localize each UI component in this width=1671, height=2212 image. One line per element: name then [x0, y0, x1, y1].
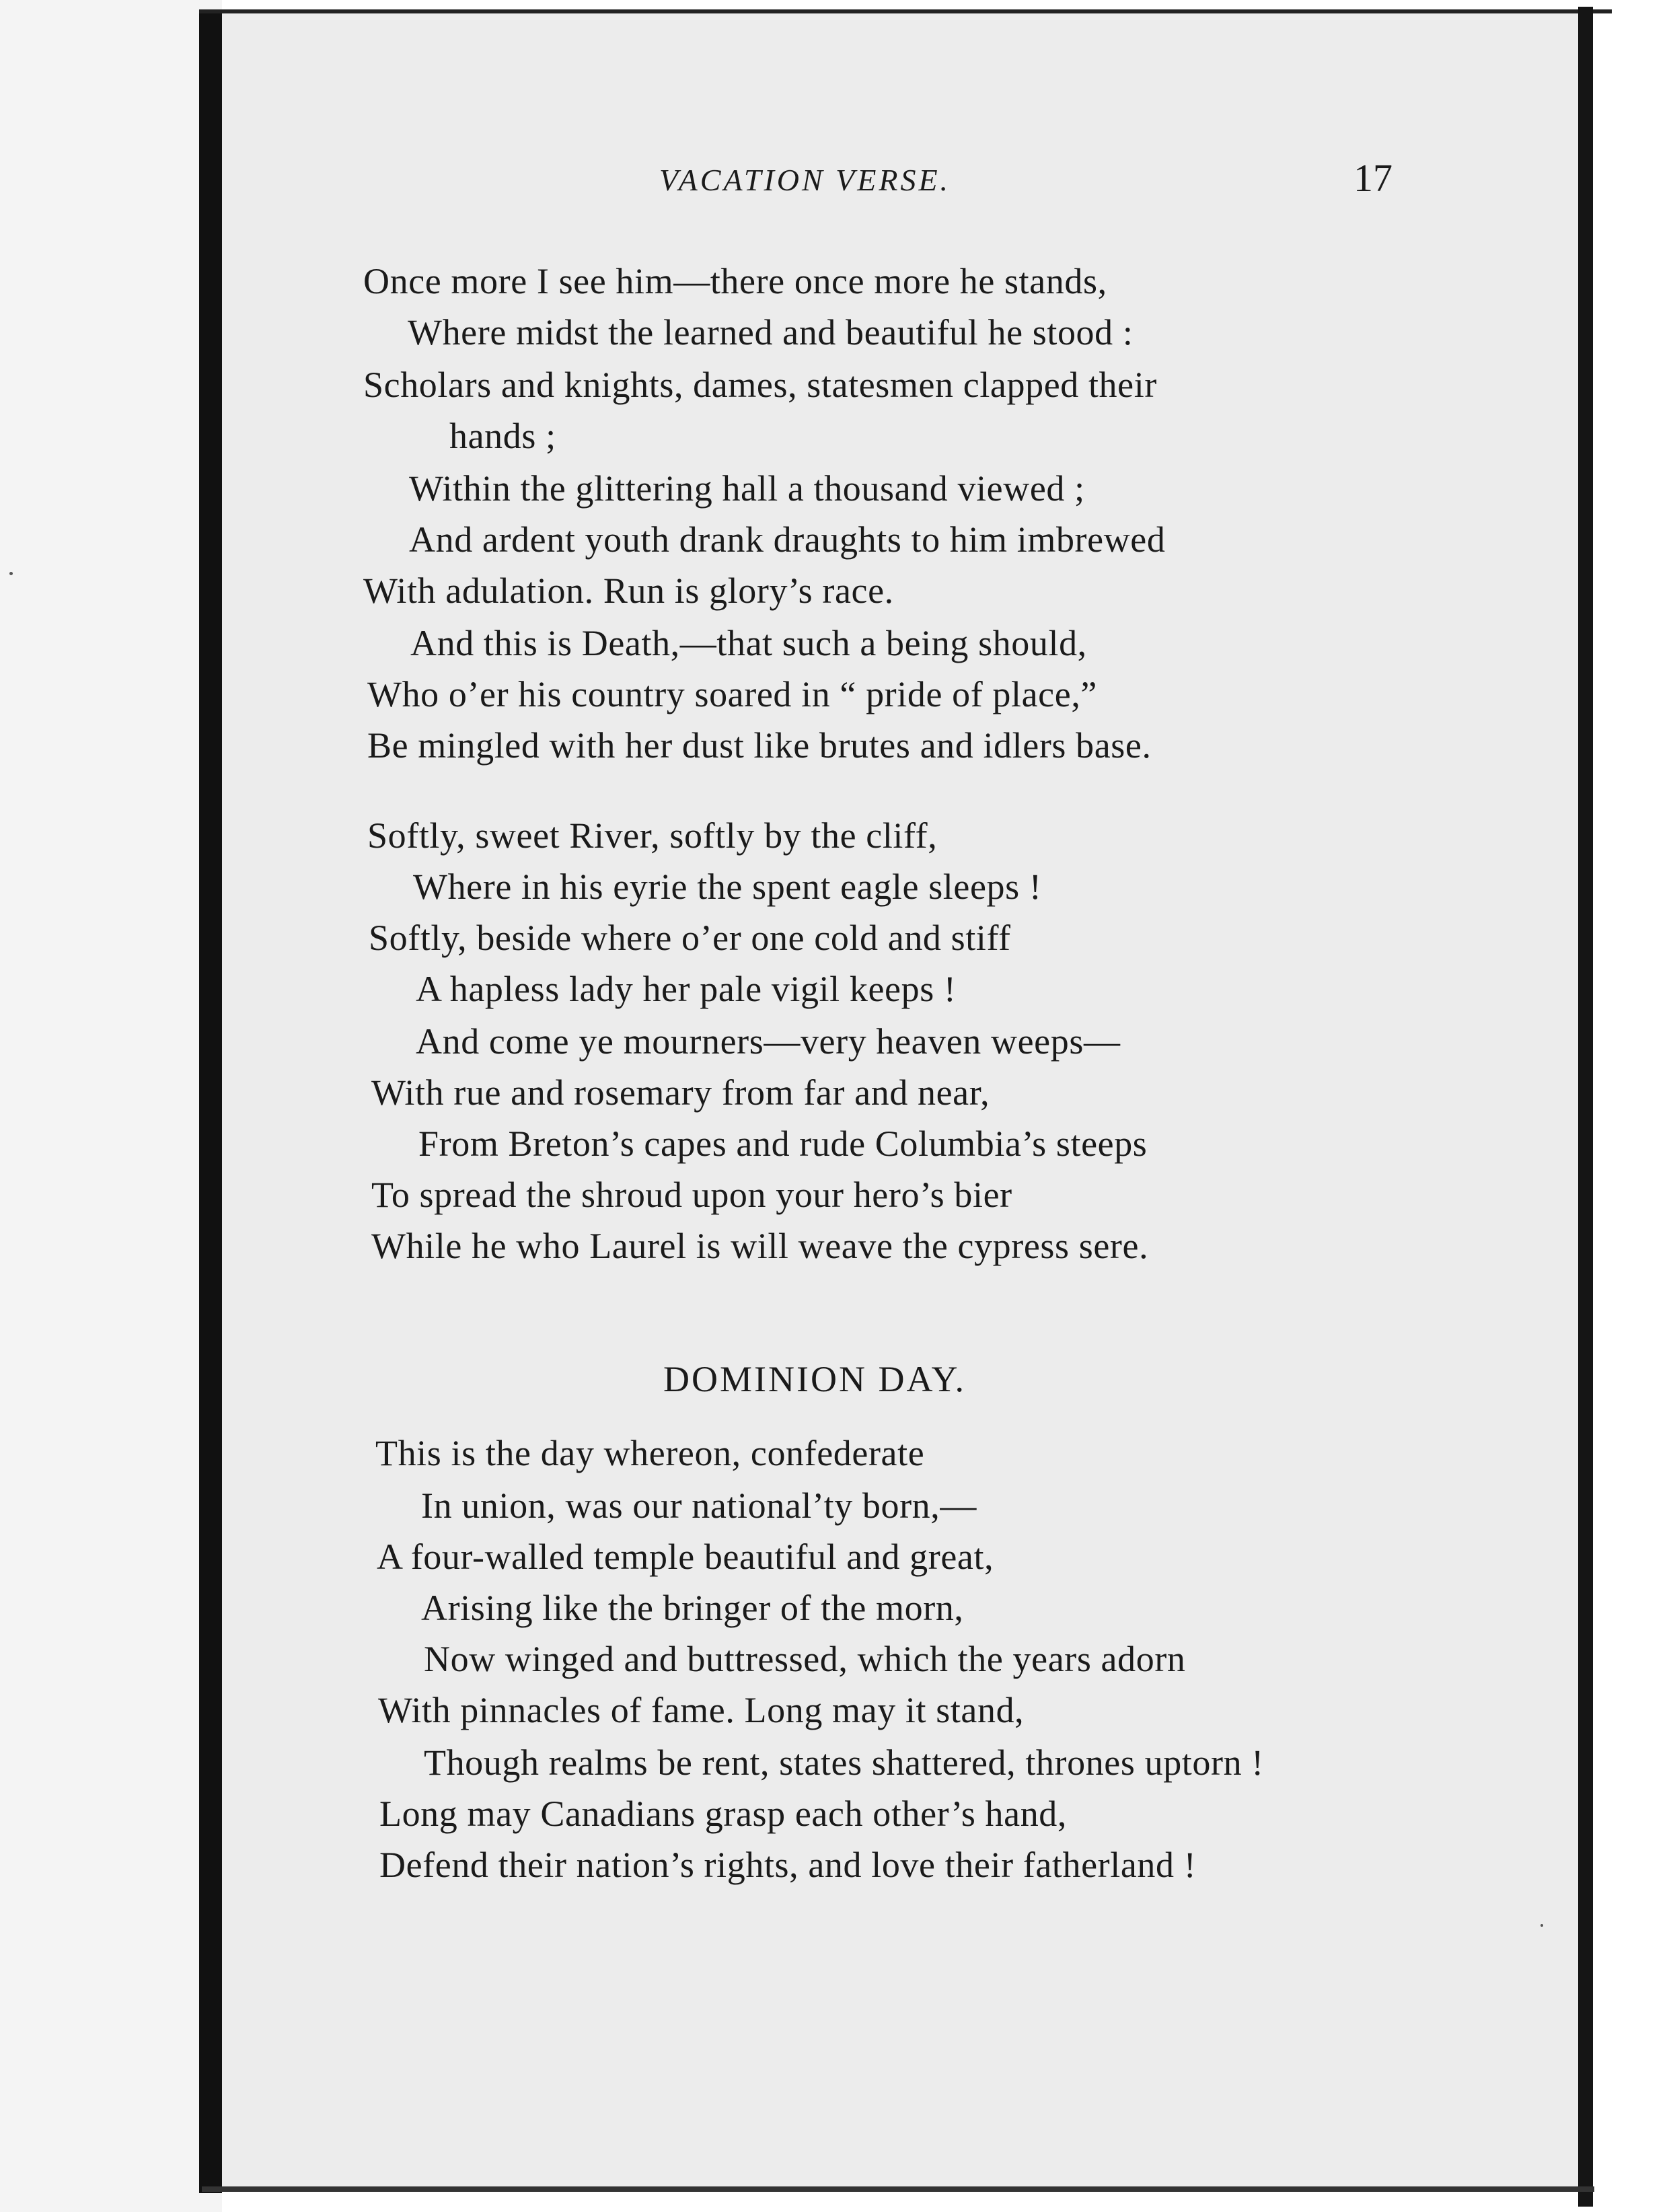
verse-line: Who o’er his country soared in “ pride of place,”	[367, 674, 1097, 714]
running-head: VACATION VERSE.	[659, 163, 951, 197]
verse-line: Arising like the bringer of the morn,	[421, 1588, 964, 1628]
verse-line: Where in his eyrie the spent eagle sleeps !	[413, 867, 1042, 907]
verse-line: Once more I see him—there once more he stands,	[363, 261, 1107, 301]
verse-line: Though realms be rent, states shattered, thrones uptorn !	[424, 1742, 1264, 1783]
page-top-edge	[199, 9, 1612, 13]
verse-line: Now winged and buttressed, which the years adorn	[424, 1639, 1186, 1679]
book-binding-edge	[199, 13, 222, 2193]
verse-line: To spread the shroud upon your hero’s bier	[371, 1175, 1012, 1215]
page-bottom-edge	[202, 2186, 1594, 2192]
verse-line: Long may Canadians grasp each other’s hand,	[379, 1794, 1068, 1834]
verse-line: From Breton’s capes and rude Columbia’s steeps	[418, 1123, 1148, 1164]
verse-line: Defend their nation’s rights, and love their fatherland !	[379, 1845, 1197, 1885]
page-number: 17	[1353, 156, 1392, 200]
verse-line: Scholars and knights, dames, statesmen clapped their	[363, 365, 1157, 405]
verse-line: And ardent youth drank draughts to him imbrewed	[409, 519, 1166, 560]
page-right-edge	[1578, 7, 1593, 2207]
facing-page-margin	[0, 0, 222, 2212]
verse-line: This is the day whereon, confederate	[375, 1433, 925, 1473]
verse-line: Softly, sweet River, softly by the cliff,	[367, 815, 938, 856]
scan-speck	[1540, 1924, 1543, 1927]
verse-line: Within the glittering hall a thousand viewed ;	[409, 468, 1085, 509]
verse-line: With adulation. Run is glory’s race.	[363, 570, 894, 611]
verse-line: And come ye mourners—very heaven weeps—	[416, 1021, 1121, 1062]
verse-line: With rue and rosemary from far and near,	[371, 1072, 990, 1113]
verse-line: While he who Laurel is will weave the cypress sere.	[371, 1226, 1149, 1266]
verse-line: Be mingled with her dust like brutes and idlers base.	[367, 725, 1152, 766]
scan-speck	[9, 572, 13, 575]
verse-line: Softly, beside where o’er one cold and stiff	[369, 918, 1011, 958]
poem-title: DOMINION DAY.	[663, 1359, 967, 1399]
verse-line: A hapless lady her pale vigil keeps !	[416, 969, 957, 1009]
verse-line: A four-walled temple beautiful and great,	[377, 1537, 994, 1577]
verse-line: And this is Death,—that such a being should,	[410, 623, 1087, 663]
verse-line: In union, was our national’ty born,—	[421, 1485, 977, 1526]
verse-line: hands ;	[449, 416, 556, 456]
verse-line: Where midst the learned and beautiful he stood :	[408, 312, 1134, 353]
verse-line: With pinnacles of fame. Long may it stand,	[378, 1690, 1025, 1730]
